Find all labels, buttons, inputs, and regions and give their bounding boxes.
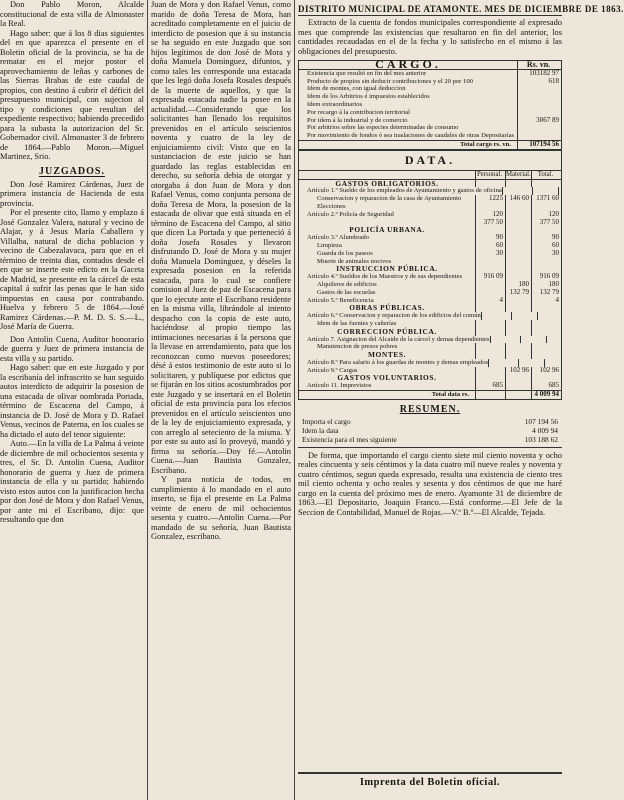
closing-statement: De forma, que importando el cargo ciento siete mil ciento noventa y ocho reales cincuenta y seis céntimos y la data cuatro mil nueve reales y noventa y cuatro céntimos, segun queda expresado, resulta una existencia de ciento tres mil ciento ochenta y ocho reales y sesenta y dos céntimos de que me haré cargo en la cuenta del próximo mes de enero. Ayamonte 31 de diciembre de 1863.—El Depositario, Joaquin Franco.—Está conforme.—El Jefe de la Seccion de Contabilidad, Manuel de Rojas.—V.º B.º—El Alcalde, Tejada. bbox=[298, 450, 562, 517]
cargo-row-amount bbox=[517, 93, 561, 101]
data-row-label: Artículo 2.º Policía de Seguridad bbox=[307, 210, 394, 218]
data-section-label: MONTES. bbox=[367, 350, 407, 360]
data-row-personal bbox=[475, 343, 505, 351]
data-row bbox=[299, 219, 561, 227]
data-row-label: Limpieza bbox=[317, 241, 342, 249]
resumen-label: Importa el cargo bbox=[302, 416, 351, 426]
data-row bbox=[299, 289, 561, 297]
resumen-value: 107 194 56 bbox=[524, 416, 558, 426]
notice-almonaster-body: Hago saber: que á los 8 dias siguientes del en que aparezca el presente en el Boletin oficial de la provincia, se ha de rematar en el mejor postor el aprovechamiento de leñas y carbones de las Sierras Brabas de este caudal de propios, con destino á cubrir el déficit del presupuesto municipal, con sujecion al tipo y condiciones que resultan del expediente respectivo; habiendo precedido para la subasta la autorizacion del Sr. Gobernador civil. Almonaster 3 de febrero de 1864.—Pablo Moron.—Miguel Martinez, Srio. bbox=[0, 28, 144, 161]
notice-hacienda-body: Por el presente cito, llamo y emplazo á José Gonzalez Valera, natural y vecino de Alajar, y á Jesus María Caballero y Villalba, natural de dicha poblacion y vecino de Cabezalavaca, para que en el término de treinta dias, contados desde el en que se inserte este edicto en la Gaceta de Madrid, se presente en la cárcel de esta capital á sufrir las penas que le han sido impuestas en causa por contrabando. Huelva y febrero 5 de 1864.—José Ramirez Cárdenas.—P. M. D. S. S.—L., José María de Guerra. bbox=[0, 208, 144, 331]
cargo-row-label: Por recargo á la contribucion territorial bbox=[307, 108, 410, 116]
data-total-label: Total data rs. bbox=[431, 391, 469, 399]
imprenta-footer: Imprenta del Boletin oficial. bbox=[298, 772, 562, 788]
resumen-row bbox=[298, 435, 562, 444]
cargo-row-label: Idem de montes, con igual deduccion bbox=[307, 85, 406, 93]
data-row bbox=[299, 297, 561, 305]
data-row-total: 180 bbox=[531, 281, 561, 289]
data-total-value: 4 009 94 bbox=[531, 391, 561, 399]
data-row-label: Alquileres de edificios bbox=[317, 280, 377, 288]
cargo-row bbox=[299, 132, 561, 140]
data-row-label: Artículo 6.º Conservacion y reparacion de los edificios del común bbox=[307, 312, 481, 320]
data-section-row bbox=[299, 328, 561, 336]
data-row-total bbox=[531, 320, 561, 328]
cargo-row bbox=[299, 124, 561, 132]
data-row-personal: 90 bbox=[475, 234, 505, 242]
data-row bbox=[299, 195, 561, 203]
notice-cuena-auto: Auto.—En la villa de La Palma á veinte de diciembre de mil ochocientos sesenta y tres, el Sr. D. Antolin Cuena, Auditor honorario de guerra y Juez de primera instancia de ella y su partido; habiendo visto estos autos con la justificacion hecha por don José de Mora y don Rafael Venus, por ante mi el Escribano, dijo: que resultando que don bbox=[0, 439, 144, 524]
data-section-label: INSTRUCCION PÚBLICA. bbox=[336, 264, 438, 274]
data-section-label: CORRECCION PÚBLICA. bbox=[337, 326, 437, 336]
data-row-material bbox=[505, 297, 531, 305]
resumen-value: 103 188 62 bbox=[524, 434, 558, 444]
data-row-personal: 4 bbox=[475, 297, 505, 305]
data-row-material: 180 bbox=[505, 281, 531, 289]
resumen-rows bbox=[298, 417, 562, 444]
cargo-rows bbox=[299, 70, 561, 140]
data-row-total bbox=[531, 258, 561, 266]
data-row-material bbox=[520, 336, 546, 344]
data-row-material bbox=[505, 250, 531, 258]
data-row-material bbox=[505, 258, 531, 266]
data-row-total bbox=[537, 312, 567, 320]
resumen-divider bbox=[298, 447, 562, 448]
data-row-label: Artículo 11. Imprevistos bbox=[307, 382, 372, 390]
resumen-label: Idem la data bbox=[302, 425, 339, 435]
data-row-material: 146 60 bbox=[505, 195, 531, 203]
data-total-personal bbox=[475, 391, 505, 399]
data-row-personal: 60 bbox=[475, 242, 505, 250]
data-section-row bbox=[299, 351, 561, 359]
data-row-personal bbox=[475, 320, 505, 328]
cargo-row-label: Existencia que resultó en fin del mes anterior bbox=[307, 69, 427, 77]
data-row-label: Artículo 4.º Sueldos de los Maestros y de sus dependientes bbox=[307, 273, 463, 281]
data-row-material bbox=[505, 203, 531, 211]
data-row-material bbox=[505, 382, 531, 390]
data-row-label: Artículo 1.º Sueldo de los empleados de Ayuntamiento y gastos de oficina bbox=[307, 187, 502, 195]
data-row-label: Artículo 3.º Alumbrado bbox=[307, 234, 369, 242]
cargo-row bbox=[299, 101, 561, 109]
data-header-total: Total. bbox=[531, 171, 561, 180]
district-header: DISTRITO MUNICIPAL DE ATAMONTE. MES DE DICIEMBRE DE 1863. bbox=[298, 4, 624, 14]
data-row-total: 1371 60 bbox=[531, 195, 561, 203]
data-row-total bbox=[531, 180, 561, 188]
data-row-total bbox=[531, 304, 561, 312]
resumen-row bbox=[298, 417, 562, 426]
data-row-total: 132 79 bbox=[531, 289, 561, 297]
data-row bbox=[299, 343, 561, 351]
data-section-row bbox=[299, 226, 561, 234]
data-row-total bbox=[531, 351, 561, 359]
data-row-total: 916 09 bbox=[531, 273, 561, 281]
data-row-personal: 377 50 bbox=[475, 219, 505, 227]
data-row-label: Artículo 9.º Cargas bbox=[307, 366, 358, 374]
data-total-material bbox=[505, 391, 531, 399]
notice-hacienda-title: Don José Ramirez Cárdenas, Juez de primera instancia de Hacienda de esta provincia. bbox=[0, 179, 144, 208]
auto-publication-note: Y para noticia de todos, en cumplimiento á lo mandado en el auto inserto, se fija el presente en La Palma veinte de enero de mil ochocientos sesenta y cuatro.—Antolin Cuena.—Por mandado de su señoría, Juan Bautista Gonzalez, escribano. bbox=[151, 475, 291, 541]
data-section-label: GASTOS OBLIGATORIOS. bbox=[335, 178, 439, 188]
cargo-row-label: Producto de propios sin deducir contribuciones y el 20 por 100 bbox=[307, 77, 473, 85]
resumen-value: 4 009 94 bbox=[532, 425, 558, 435]
cargo-title: CARGO. bbox=[375, 57, 441, 71]
data-row-material bbox=[505, 242, 531, 250]
extract-intro: Extracto de la cuenta de fondos municipales correspondiente al expresado mes que comprende las existencias que resultaron en fin del anterior, los cantidades recaudadas en el de la fecha y lo satisfecho en el mismo á las obligaciones del presupuesto. bbox=[298, 18, 562, 56]
data-row-personal: 30 bbox=[475, 250, 505, 258]
data-row-material bbox=[505, 234, 531, 242]
data-section-row bbox=[299, 304, 561, 312]
data-row-label: Gastos de las escuelas bbox=[317, 288, 376, 296]
data-row-total: 377 50 bbox=[531, 219, 561, 227]
resumen-row bbox=[298, 426, 562, 435]
data-row-total: 120 bbox=[531, 211, 561, 219]
data-row-label: Idem de las fuentes y cañerías bbox=[317, 319, 397, 327]
data-row-personal bbox=[475, 258, 505, 266]
accounts-table bbox=[298, 57, 562, 400]
data-row-personal: 1225 bbox=[475, 195, 505, 203]
data-row-label: Guarda de los paseos bbox=[317, 249, 373, 257]
data-row bbox=[299, 211, 561, 219]
cargo-row bbox=[299, 70, 561, 78]
data-section-label: GASTOS VOLUNTARIOS. bbox=[337, 373, 437, 383]
data-row-material bbox=[505, 351, 531, 359]
data-row-total bbox=[531, 343, 561, 351]
data-row-personal: 916 09 bbox=[475, 273, 505, 281]
column-rule-right bbox=[294, 0, 295, 800]
data-row-material bbox=[511, 312, 537, 320]
data-row-label: Elecciones bbox=[317, 202, 346, 210]
data-row-material bbox=[505, 211, 531, 219]
data-row bbox=[299, 312, 561, 320]
data-row-material bbox=[505, 343, 531, 351]
auto-continuation: Juan de Mora y don Rafael Venus, como marido de doña Teresa de Mora, han acreditado completamente en el juicio de interdicto de posesion que á su instancia se ha seguido en este Juzgado que son hijos legítimos de don José de Mora y doña Manuela Dominguez, difuntos, y como tales les corresponde una estacada que les legó doña Josefa Rosales después de la muerte de aquellos, y que la expresada estacada nadie la posee en la actualidad.—Considerando que los solicitantes han llenado los requisitos prevenidos en el artículo seiscientos noventa y cuatro de la ley de enjuiciamiento civil: Visto que en la sustanciacion de este juicio se han guardado las reglas establecidas en derecho, su señoría debia de otorgar y otorgaba á don Juan de Mora y don Rafael Venus, como conjunta persona de doña Teresa de Mora, la posesion de la estacada de olivar que está situada en el término de Escacena del Campo, al sitio que dicen La Portada y que perteneció á doña Josefa Rosales y llevaron disfrutando D. José de Mora y su mujer doña Manuela Dominguez, y déseles la expresada posesion en la referida estacada, para lo cual se confiere comision al Juez de paz de Escacena para que lo ejecute ante el Escribano residente en la misma villa, librándole al intento despacho con la copia de este auto, haciéndose al propio tiempo las intimaciones necesarias á la persona que la llevase en arrendamiento, para que los reconozcan como nuevos poseedores; désé á estos testimonio de este auto si lo solicitaren, y publíquese por edictos que se fijarán en los sitios acostumbrados por este Juzgado y se insertará en el Boletin oficial de esta provincia para los efectos prevenidos en el artículo seiscientos uno de la ley de enjuiciamiento expresada, y con arreglo al seteciento de la misma. Y por este su auto así lo proveyó, mandó y firma su señoría.—Doy fé.—Antolin Cuena.—Juan Bautista Gonzalez, Escribano. bbox=[151, 0, 291, 475]
cargo-row-label: Idem extraordinarios bbox=[307, 100, 363, 108]
cargo-row-amount bbox=[517, 124, 561, 132]
cargo-total-label: Total cargo rs. vn. bbox=[460, 140, 511, 148]
data-row-material bbox=[505, 226, 531, 234]
data-row-material: 132 79 bbox=[505, 289, 531, 297]
data-row-total: 685 bbox=[531, 382, 561, 390]
data-row-personal bbox=[475, 367, 505, 375]
cargo-col-header: Rs. vn. bbox=[517, 61, 561, 69]
data-row-total: 60 bbox=[531, 242, 561, 250]
column-middle bbox=[151, 0, 291, 800]
data-row-label: Muerte de animales nocivos bbox=[317, 257, 392, 265]
data-header-material: Material. bbox=[506, 170, 531, 178]
resumen-title: RESUMEN. bbox=[399, 403, 461, 415]
data-row bbox=[299, 250, 561, 258]
cargo-row-amount bbox=[517, 101, 561, 109]
notice-almonaster-title: Don Pablo Moron, Alcalde constitucional de esta villa de Almonaster la Real. bbox=[0, 0, 144, 28]
data-section-row bbox=[299, 374, 561, 382]
data-row-total: 30 bbox=[531, 250, 561, 258]
data-row-total: 4 bbox=[531, 297, 561, 305]
cargo-row bbox=[299, 85, 561, 93]
data-row bbox=[299, 234, 561, 242]
data-row-material bbox=[505, 265, 531, 273]
cargo-row-label: Por arbitrios sobre las especies determinadas de consumo bbox=[307, 124, 459, 132]
section-heading-juzgados: JUZGADOS. bbox=[39, 165, 105, 177]
cargo-row-amount bbox=[517, 132, 561, 140]
data-row-personal bbox=[475, 351, 505, 359]
resumen-label: Existencia para el mes siguiente bbox=[302, 434, 397, 444]
data-title: DATA. bbox=[404, 152, 456, 167]
cargo-row bbox=[299, 117, 561, 125]
data-row-personal bbox=[475, 304, 505, 312]
cargo-row-amount: 3067 89 bbox=[517, 117, 561, 125]
data-row-total bbox=[558, 187, 588, 195]
column-right bbox=[298, 0, 624, 800]
data-row-material bbox=[505, 219, 531, 227]
cargo-row-label: Por movimiento de fondos ó sea traslaciones de caudales de otras Depositarías bbox=[307, 132, 515, 140]
data-row-personal bbox=[475, 281, 505, 289]
data-row-label: Manutencion de presos pobres bbox=[317, 343, 398, 351]
data-row bbox=[299, 242, 561, 250]
data-row-label: Conservacion y reparacion de la casa de Ayuntamiento bbox=[317, 195, 462, 203]
cargo-row bbox=[299, 109, 561, 117]
notice-cuena-body: Hago saber: que en este Juzgado y por la escribanía del infrascrito se han seguido autos interdicto de adquirir la posesion de una estacada de olivar nombrada Portada, término de Escacena del Campo, á instancia de D. José de Mora y D. Rafael Venus, vecinos de Paterna, en los cuales se ha dictado el auto del tenor siguiente: bbox=[0, 363, 144, 439]
data-section-row bbox=[299, 265, 561, 273]
data-row bbox=[299, 382, 561, 390]
data-row bbox=[299, 203, 561, 211]
data-row-material bbox=[505, 328, 531, 336]
data-row-personal: 685 bbox=[475, 382, 505, 390]
cargo-row bbox=[299, 78, 561, 86]
data-row-label: Artículo 7. Asignacion del Alcaide de la cárcel y demas dependientes bbox=[307, 335, 490, 343]
data-row-total bbox=[531, 328, 561, 336]
data-row bbox=[299, 336, 561, 344]
data-row-material: 102 96 bbox=[505, 367, 531, 375]
cargo-row-amount bbox=[517, 85, 561, 93]
data-row-total: 102 96 bbox=[531, 367, 561, 375]
column-left bbox=[0, 0, 144, 800]
cargo-total-value: 107194 56 bbox=[517, 141, 561, 149]
data-row-label: Artículo 5.º Beneficencia bbox=[307, 296, 374, 304]
data-row-personal bbox=[490, 336, 520, 344]
data-row-personal: 120 bbox=[475, 211, 505, 219]
data-row-material bbox=[505, 180, 531, 188]
data-section-label: OBRAS PÚBLICAS. bbox=[349, 303, 425, 313]
cargo-row-amount: 618 bbox=[517, 78, 561, 86]
cargo-row-label: Por idem á la industrial y de comercio bbox=[307, 116, 408, 124]
cargo-row-amount: 103182 97 bbox=[517, 70, 561, 78]
data-row-total bbox=[546, 336, 576, 344]
cargo-row-label: Idem de los Arbitrios é impuestos establecidos bbox=[307, 93, 430, 101]
data-section-row bbox=[299, 180, 561, 188]
column-rule-left bbox=[147, 0, 148, 800]
data-row-personal bbox=[475, 180, 505, 188]
data-row-material bbox=[505, 374, 531, 382]
notice-cuena-title: Don Antolin Cuena, Auditor honorario de guerra y Juez de primera instancia de esta villa y su partido. bbox=[0, 334, 144, 363]
data-rows bbox=[299, 180, 561, 391]
cargo-row bbox=[299, 93, 561, 101]
data-header-personal: Personal. bbox=[475, 171, 505, 180]
data-row-personal bbox=[481, 312, 511, 320]
data-section-label: POLICÍA URBANA. bbox=[349, 225, 425, 235]
data-row-personal bbox=[475, 328, 505, 336]
data-row-material bbox=[505, 320, 531, 328]
data-row-material bbox=[505, 304, 531, 312]
data-row-label: Artículo 8.º Para salario á los guardas de montes y demas empleados bbox=[307, 358, 489, 366]
data-row-total: 90 bbox=[531, 234, 561, 242]
